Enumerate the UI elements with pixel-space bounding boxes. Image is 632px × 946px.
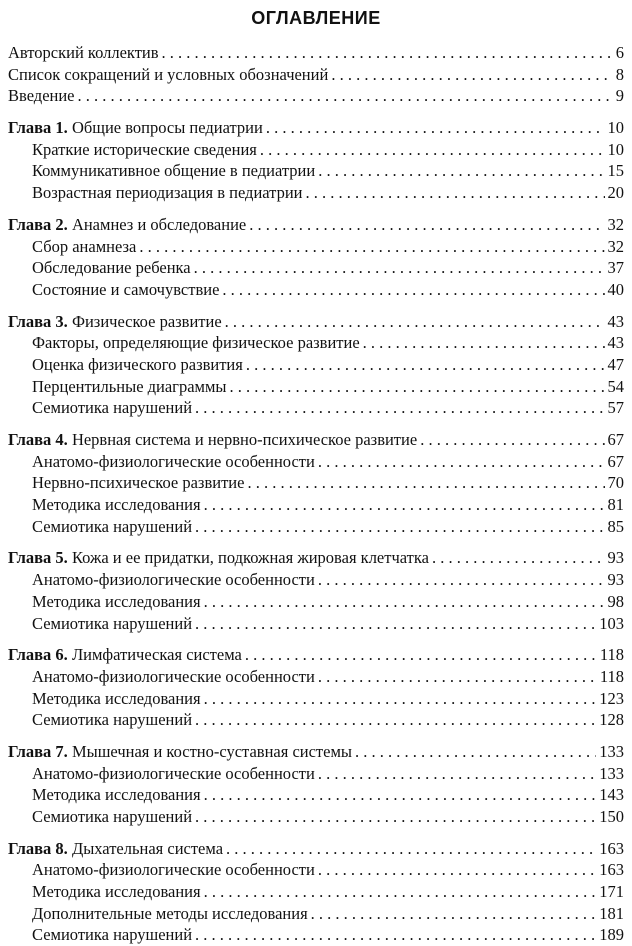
toc-label — [32, 591, 201, 613]
entry-title: Методика исследования — [32, 785, 201, 805]
entry-title: Краткие исторические сведения — [32, 139, 257, 159]
toc-chapter-2[interactable] — [8, 214, 624, 236]
toc-chapter-1[interactable] — [8, 117, 624, 139]
toc-section[interactable] — [8, 236, 624, 258]
section-gap — [8, 828, 624, 838]
dot-leader — [162, 42, 613, 64]
page-number: 10 — [607, 118, 624, 138]
dot-leader — [78, 85, 613, 107]
toc-label — [32, 160, 315, 182]
toc-section[interactable] — [8, 160, 624, 182]
toc-section[interactable] — [8, 472, 624, 494]
page-number: 85 — [607, 516, 624, 536]
page-number: 133 — [599, 763, 624, 783]
dot-leader — [266, 117, 605, 139]
page-number: 43 — [607, 333, 624, 353]
toc-label — [32, 472, 244, 494]
dot-leader — [318, 859, 596, 881]
entry-title: Анатомо-физиологические особенности — [32, 666, 315, 686]
dot-leader — [318, 451, 605, 473]
toc-label — [32, 859, 315, 881]
toc-label — [32, 236, 136, 258]
page-number: 6 — [615, 43, 624, 62]
entry-title: Методика исследования — [32, 882, 201, 902]
dot-leader — [204, 881, 597, 903]
dot-leader — [195, 397, 604, 419]
toc-chapter-8[interactable] — [8, 838, 624, 860]
page-number: 70 — [607, 473, 624, 493]
chapter-number: Глава 6. — [8, 645, 68, 665]
toc-label — [32, 763, 315, 785]
entry-title: Семиотика нарушений — [32, 925, 193, 945]
entry-title: Введение — [8, 86, 75, 106]
dot-leader — [195, 709, 596, 731]
dot-leader — [260, 139, 605, 161]
dot-leader — [222, 279, 604, 301]
toc-entry-front-matter[interactable] — [8, 64, 624, 86]
entry-title: Состояние и самочувствие — [32, 279, 220, 299]
chapter-title: Физическое развитие — [71, 311, 222, 331]
dot-leader — [195, 806, 596, 828]
chapter-number: Глава 8. — [8, 838, 68, 858]
toc-section[interactable] — [8, 279, 624, 301]
page-number: 171 — [599, 882, 624, 902]
dot-leader — [225, 311, 605, 333]
toc-section[interactable] — [8, 354, 624, 376]
toc-chapter-3[interactable] — [8, 311, 624, 333]
page-number: 123 — [599, 688, 624, 708]
dot-leader — [432, 547, 605, 569]
entry-title: Методика исследования — [32, 495, 201, 515]
table-of-contents — [8, 42, 624, 946]
toc-label — [8, 644, 242, 666]
toc-label — [32, 332, 360, 354]
section-gap — [8, 204, 624, 214]
page-number: 37 — [607, 258, 624, 278]
dot-leader — [420, 429, 604, 451]
dot-leader — [311, 903, 597, 925]
entry-title: Анатомо-физиологические особенности — [32, 570, 315, 590]
toc-label — [32, 397, 192, 419]
entry-title: Методика исследования — [32, 688, 201, 708]
toc-label — [8, 547, 429, 569]
entry-title: Анатомо-физиологические особенности — [32, 451, 315, 471]
toc-chapter-7[interactable] — [8, 741, 624, 763]
dot-leader — [363, 332, 605, 354]
dot-leader — [230, 376, 605, 398]
page-number: 133 — [599, 741, 624, 761]
entry-title: Семиотика нарушений — [32, 807, 193, 826]
toc-section[interactable] — [8, 516, 624, 538]
toc-label — [32, 903, 308, 925]
toc-label — [8, 117, 263, 139]
toc-section[interactable] — [8, 332, 624, 354]
chapter-number: Глава 5. — [8, 548, 68, 568]
toc-label — [32, 666, 315, 688]
chapter-number: Глава 4. — [8, 430, 68, 449]
page-title: ОГЛАВЛЕНИЕ — [251, 8, 381, 28]
toc-label — [32, 881, 201, 903]
toc-label — [32, 688, 201, 710]
entry-title: Семиотика нарушений — [32, 710, 193, 730]
dot-leader — [355, 741, 596, 763]
page-number: 163 — [599, 860, 624, 880]
toc-label — [32, 376, 227, 398]
dot-leader — [318, 160, 604, 182]
page-number: 54 — [607, 376, 624, 396]
toc-section[interactable] — [8, 763, 624, 785]
toc-section[interactable] — [8, 591, 624, 613]
toc-section[interactable] — [8, 376, 624, 398]
toc-entry-front-matter[interactable] — [8, 85, 624, 107]
toc-section[interactable] — [8, 806, 624, 828]
toc-label — [32, 354, 243, 376]
chapter-number: Глава 1. — [8, 118, 68, 138]
toc-label — [8, 741, 352, 763]
page-number: 98 — [607, 591, 624, 611]
dot-leader — [195, 613, 596, 635]
page-number: 47 — [607, 354, 624, 374]
toc-label — [8, 311, 222, 333]
dot-leader — [139, 236, 604, 258]
toc-entry-front-matter[interactable] — [8, 42, 624, 64]
section-gap — [8, 537, 624, 547]
page-number: 143 — [599, 785, 624, 805]
toc-section[interactable] — [8, 784, 624, 806]
page-number: 128 — [599, 710, 624, 730]
section-gap — [8, 634, 624, 644]
toc-section[interactable] — [8, 257, 624, 279]
entry-title: Факторы, определяющие физическое развитие — [32, 333, 360, 353]
toc-chapter-6[interactable] — [8, 644, 624, 666]
toc-section[interactable] — [8, 569, 624, 591]
toc-section[interactable] — [8, 182, 624, 204]
page-number: 20 — [607, 183, 624, 203]
toc-chapter-5[interactable] — [8, 547, 624, 569]
toc-section[interactable] — [8, 924, 624, 946]
dot-leader — [245, 644, 597, 666]
chapter-title: Кожа и ее придатки, подкожная жировая клетчатка — [71, 548, 429, 568]
dot-leader — [204, 591, 605, 613]
entry-title: Коммуникативное общение в педиатрии — [32, 161, 316, 181]
dot-leader — [306, 182, 605, 204]
toc-section[interactable] — [8, 666, 624, 688]
toc-label — [32, 182, 303, 204]
section-gap — [8, 419, 624, 429]
entry-title: Нервно-психическое развитие — [32, 473, 245, 493]
page-number: 57 — [607, 398, 624, 418]
toc-section[interactable] — [8, 881, 624, 903]
toc-label — [32, 924, 192, 946]
chapter-number: Глава 2. — [8, 214, 68, 234]
entry-title: Семиотика нарушений — [32, 516, 193, 536]
chapter-title: Лимфатическая система — [71, 645, 242, 665]
page-number: 40 — [607, 279, 624, 299]
dot-leader — [194, 257, 605, 279]
chapter-number: Глава 3. — [8, 311, 68, 331]
toc-label — [32, 806, 192, 828]
chapter-title: Анамнез и обследование — [71, 214, 247, 234]
entry-title: Список сокращений и условных обозначений — [8, 64, 329, 84]
toc-label — [8, 838, 223, 860]
dot-leader — [318, 763, 596, 785]
toc-label — [32, 569, 315, 591]
toc-label — [32, 139, 257, 161]
page-number: 81 — [607, 495, 624, 515]
toc-section[interactable] — [8, 613, 624, 635]
dot-leader — [195, 924, 596, 946]
page-number: 43 — [607, 311, 624, 331]
dot-leader — [318, 569, 605, 591]
toc-label — [32, 784, 201, 806]
entry-title: Анатомо-физиологические особенности — [32, 763, 315, 783]
toc-label — [8, 85, 75, 107]
toc-section[interactable] — [8, 397, 624, 419]
page-number: 67 — [607, 430, 624, 449]
page-number: 9 — [615, 86, 624, 106]
toc-section[interactable] — [8, 451, 624, 473]
entry-title: Перцентильные диаграммы — [32, 376, 227, 396]
dot-leader — [318, 666, 597, 688]
page-number: 118 — [599, 666, 624, 686]
toc-label — [8, 64, 328, 86]
page-number: 67 — [607, 451, 624, 471]
page-number: 163 — [599, 838, 624, 858]
toc-label — [32, 516, 192, 538]
toc-chapter-4[interactable] — [8, 429, 624, 451]
chapter-title: Нервная система и нервно-психическое развитие — [71, 430, 418, 449]
page-number: 103 — [599, 613, 624, 633]
dot-leader — [204, 784, 597, 806]
page-number: 8 — [615, 64, 624, 84]
page-number: 10 — [607, 139, 624, 159]
dot-leader — [331, 64, 612, 86]
toc-label — [32, 709, 192, 731]
entry-title: Дополнительные методы исследования — [32, 903, 308, 923]
section-gap — [8, 301, 624, 311]
toc-label — [32, 494, 201, 516]
toc-section[interactable] — [8, 139, 624, 161]
dot-leader — [195, 516, 604, 538]
entry-title: Оценка физического развития — [32, 354, 243, 374]
toc-label — [8, 42, 159, 64]
toc-section[interactable] — [8, 903, 624, 925]
chapter-title: Дыхательная система — [71, 838, 224, 858]
section-gap — [8, 107, 624, 117]
page-number: 32 — [607, 214, 624, 234]
chapter-title: Мышечная и костно-суставная системы — [71, 741, 352, 761]
entry-title: Методика исследования — [32, 591, 201, 611]
chapter-number: Глава 7. — [8, 741, 68, 761]
section-gap — [8, 731, 624, 741]
dot-leader — [247, 472, 604, 494]
toc-label — [32, 451, 315, 473]
page-number: 150 — [599, 807, 624, 826]
page-number: 32 — [607, 236, 624, 256]
dot-leader — [249, 214, 604, 236]
page-number: 181 — [599, 903, 624, 923]
page-number: 15 — [607, 161, 624, 181]
toc-label — [8, 214, 246, 236]
entry-title: Сбор анамнеза — [32, 236, 137, 256]
dot-leader — [204, 688, 597, 710]
toc-section[interactable] — [8, 688, 624, 710]
entry-title: Авторский коллектив — [8, 43, 159, 62]
dot-leader — [204, 494, 605, 516]
toc-label — [8, 429, 417, 451]
entry-title: Обследование ребенка — [32, 258, 191, 278]
chapter-title: Общие вопросы педиатрии — [71, 118, 263, 138]
entry-title: Анатомо-физиологические особенности — [32, 860, 315, 880]
entry-title: Возрастная периодизация в педиатрии — [32, 183, 303, 203]
toc-section[interactable] — [8, 859, 624, 881]
entry-title: Семиотика нарушений — [32, 613, 193, 633]
page-number: 189 — [599, 925, 624, 945]
entry-title: Семиотика нарушений — [32, 398, 193, 418]
page-number: 93 — [607, 570, 624, 590]
toc-section[interactable] — [8, 494, 624, 516]
page-number: 118 — [599, 645, 624, 665]
dot-leader — [226, 838, 596, 860]
toc-label — [32, 613, 192, 635]
toc-section[interactable] — [8, 709, 624, 731]
page-number: 93 — [607, 548, 624, 568]
toc-label — [32, 257, 191, 279]
dot-leader — [246, 354, 605, 376]
toc-label — [32, 279, 219, 301]
